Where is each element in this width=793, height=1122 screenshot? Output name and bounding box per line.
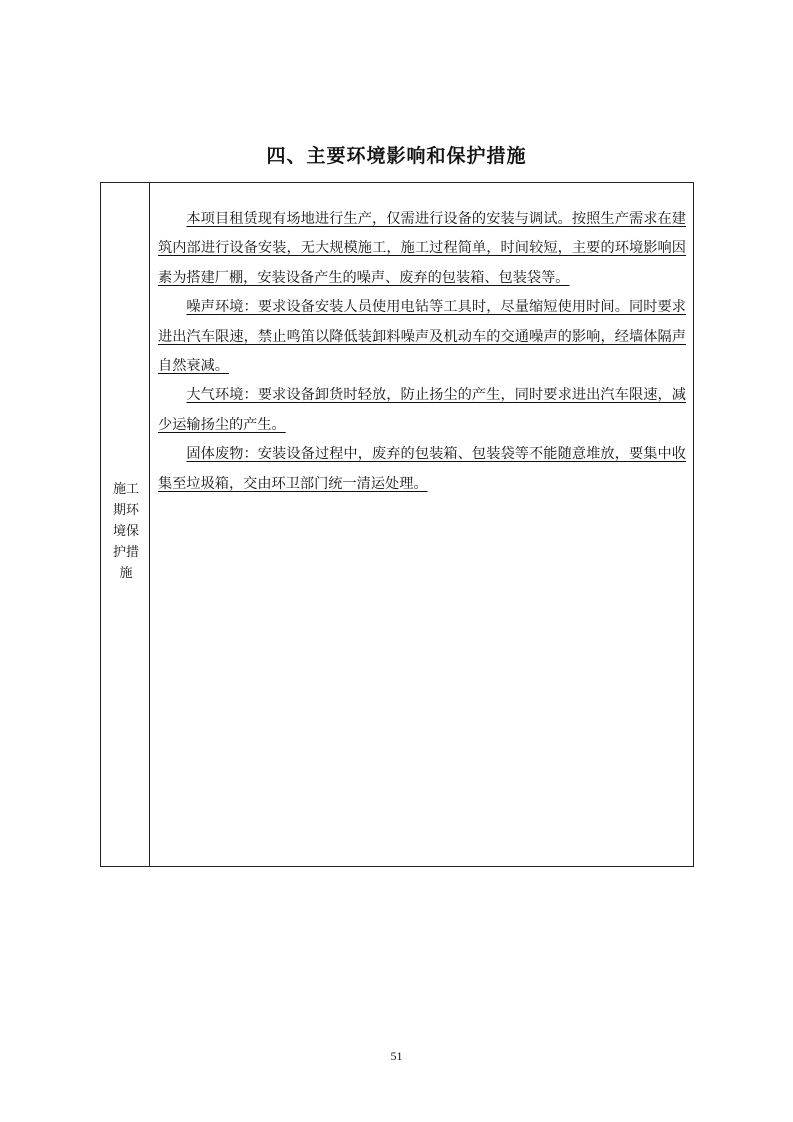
paragraph-overview: 本项目租赁现有场地进行生产，仅需进行设备的安装与调试。按照生产需求在建筑内部进行设备安装，无大规模施工，施工过程简单，时间较短，主要的环境影响因素为搭建厂棚，安装设备产生的噪声、废弃的包装箱、包装袋等。 (158, 211, 686, 286)
page-number: 51 (390, 1049, 403, 1063)
paragraph-noise: 噪声环境：要求设备安装人员使用电钻等工具时，尽量缩短使用时间。同时要求进出汽车限速，禁止鸣笛以降低装卸料噪声及机动车的交通噪声的影响，经墙体隔声自然衰减。 (158, 299, 686, 375)
row-label-cell (101, 183, 150, 866)
paragraph-air: 大气环境：要求设备卸货时轻放，防止扬尘的产生，同时要求进出汽车限速，减少运输扬尘的产生。 (158, 387, 686, 433)
content-text (158, 205, 686, 499)
page-title: 四、主要环境影响和保护措施 (266, 145, 527, 167)
row-label: 施工期环境保护措施 (112, 482, 139, 581)
content-cell (150, 183, 693, 866)
measures-table (100, 182, 694, 867)
paragraph-solid-waste: 固体废物：安装设备过程中，废弃的包装箱、包装袋等不能随意堆放，要集中收集至垃圾箱，交由环卫部门统一清运处理。 (158, 446, 686, 492)
